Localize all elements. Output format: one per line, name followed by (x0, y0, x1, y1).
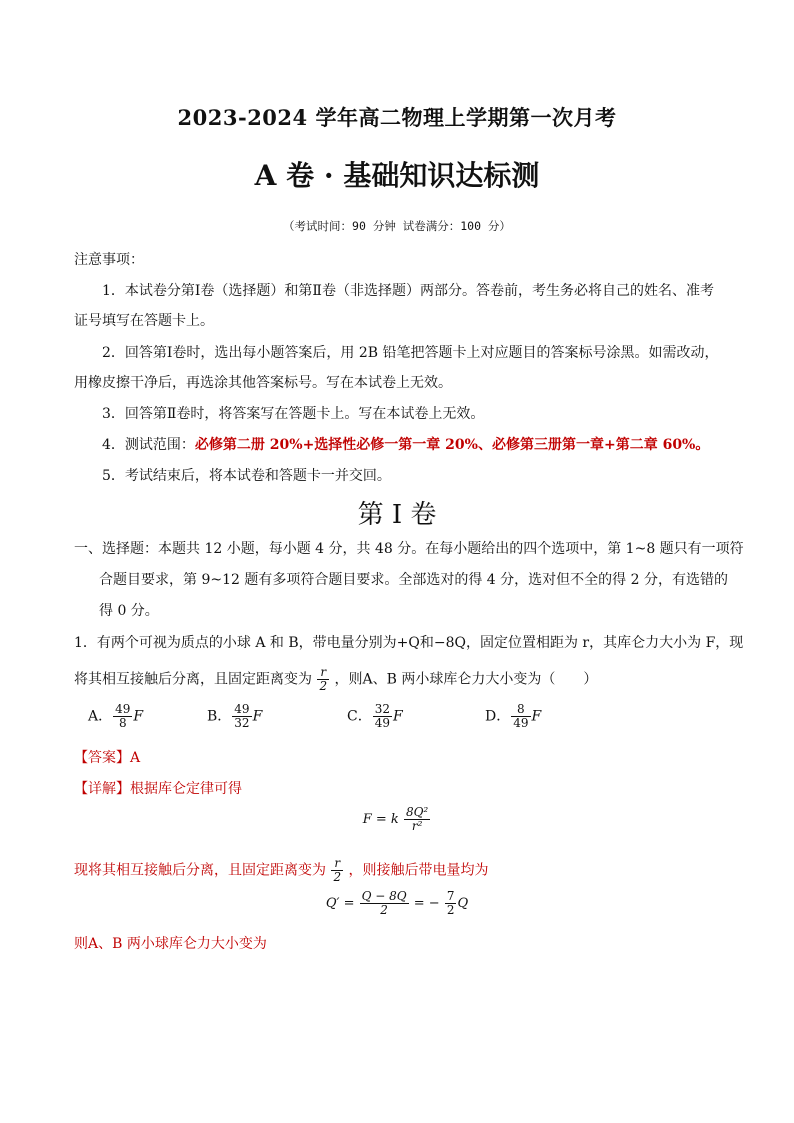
formula-2-mid: = − (413, 896, 440, 911)
option-a-fraction (113, 703, 132, 730)
option-b-fraction (232, 703, 251, 730)
fraction-numerator: 8 (511, 703, 530, 717)
question-1-text-b: ，则A、B 两小球库仑力大小变为（ ） (334, 671, 598, 688)
note-4 (102, 435, 709, 455)
question-1-fraction (317, 666, 329, 693)
part1-line-1: 一、选择题：本题共 12 小题，每小题 4 分，共 48 分。在每小题给出的四个选项中，第 1~8 题只有一项符 (74, 541, 744, 557)
exam-info: （考试时间：90 分钟 试卷满分：100 分） (283, 219, 511, 233)
option-c-unit: F (393, 708, 403, 725)
detail-line-2 (74, 857, 489, 884)
detail-text-2b: ，则接触后带电量均为 (348, 862, 489, 879)
note-1-line-2: 证号填写在答题卡上。 (74, 313, 214, 329)
answer-tag: 【答案】 (74, 750, 130, 766)
fraction-numerator: 49 (234, 702, 250, 716)
option-a[interactable] (88, 703, 143, 730)
option-d-unit: F (531, 708, 542, 725)
option-b-unit: F (252, 708, 263, 725)
option-a-unit: F (133, 708, 144, 725)
formula-2-fraction-1 (360, 890, 409, 917)
fraction-denominator: 49 (374, 716, 390, 730)
question-1-text-a: 将其相互接触后分离，且固定距离变为 (74, 671, 312, 688)
option-a-label: A． (88, 708, 113, 725)
note-2-line-1: 2．回答第Ⅰ卷时，选出每小题答案后，用 2B 铅笔把答题卡上对应题目的答案标号涂黑。如需改动， (102, 345, 719, 361)
fraction-denominator: r² (411, 819, 423, 833)
exam-title: 2023-2024 学年高二物理上学期第一次月考 (177, 105, 617, 130)
fraction-numerator: 32 (374, 702, 390, 716)
detail-text-2a: 现将其相互接触后分离，且固定距离变为 (74, 862, 326, 879)
note-3: 3．回答第Ⅱ卷时，将答案写在答题卡上。写在本试卷上无效。 (102, 406, 485, 422)
fraction-denominator: 2 (446, 903, 455, 917)
option-b-label: B． (207, 708, 232, 725)
fraction-numerator: 49 (115, 702, 131, 716)
note-4-scope: 必修第二册 20%+选择性必修一第一章 20%、必修第三册第一章+第二章 60%。 (194, 437, 710, 453)
formula-charge (0, 890, 794, 917)
detail-tag: 【详解】 (74, 781, 130, 797)
section-title: 第 I 卷 (357, 500, 437, 530)
formula-2-fraction-2 (445, 890, 457, 917)
option-d[interactable] (485, 703, 541, 730)
note-4-prefix: 4．测试范围： (102, 437, 195, 453)
formula-coulomb (0, 806, 794, 833)
fraction-denominator: 49 (513, 716, 529, 730)
fraction-numerator: 7 (446, 889, 455, 903)
detail-text-1: 根据库仑定律可得 (130, 781, 242, 797)
option-d-label: D． (485, 708, 511, 725)
answer-line (74, 748, 140, 768)
fraction-denominator: 2 (319, 679, 328, 693)
formula-2-lhs: Q′ = (325, 896, 355, 911)
fraction-numerator: 8Q² (405, 805, 429, 819)
question-1-line-1: 1．有两个可视为质点的小球 A 和 B，带电量分别为+Q和−8Q，固定位置相距为 r，其库仑力大小为 F，现 (74, 635, 744, 651)
fraction-denominator: 32 (234, 716, 250, 730)
option-c-fraction (373, 703, 392, 730)
formula-2-tail: Q (457, 896, 469, 911)
question-1-line-2 (74, 666, 597, 693)
part1-line-2: 合题目要求，第 9~12 题有多项符合题目要求。全部选对的得 4 分，选对但不全的得 2 分，有选错的 (99, 572, 728, 588)
note-1-line-1: 1．本试卷分第Ⅰ卷（选择题）和第Ⅱ卷（非选择题）两部分。答卷前，考生务必将自己的姓名、准考 (102, 283, 714, 299)
fraction-denominator: 2 (380, 903, 388, 917)
fraction-numerator: r (317, 666, 329, 680)
option-c-label: C． (347, 708, 372, 725)
detail-fraction (331, 857, 343, 884)
note-5: 5．考试结束后，将本试卷和答题卡一并交回。 (102, 468, 391, 484)
answer-value: A (130, 750, 141, 766)
formula-1-fraction (404, 806, 430, 833)
option-b[interactable] (207, 703, 262, 730)
fraction-numerator: Q − 8Q (361, 889, 407, 903)
formula-1-lhs: F = k (362, 812, 399, 827)
option-d-fraction (511, 703, 530, 730)
detail-line-3: 则A、B 两小球库仑力大小变为 (74, 936, 267, 952)
option-c[interactable] (347, 703, 403, 730)
part1-line-3: 得 0 分。 (99, 603, 159, 619)
exam-subtitle: A 卷 · 基础知识达标测 (254, 159, 540, 192)
detail-line (74, 779, 242, 799)
notes-heading: 注意事项： (74, 252, 144, 268)
fraction-numerator: r (331, 857, 343, 871)
fraction-denominator: 8 (118, 716, 127, 730)
note-2-line-2: 用橡皮擦干净后，再选涂其他答案标号。写在本试卷上无效。 (74, 375, 452, 391)
fraction-denominator: 2 (333, 870, 342, 884)
